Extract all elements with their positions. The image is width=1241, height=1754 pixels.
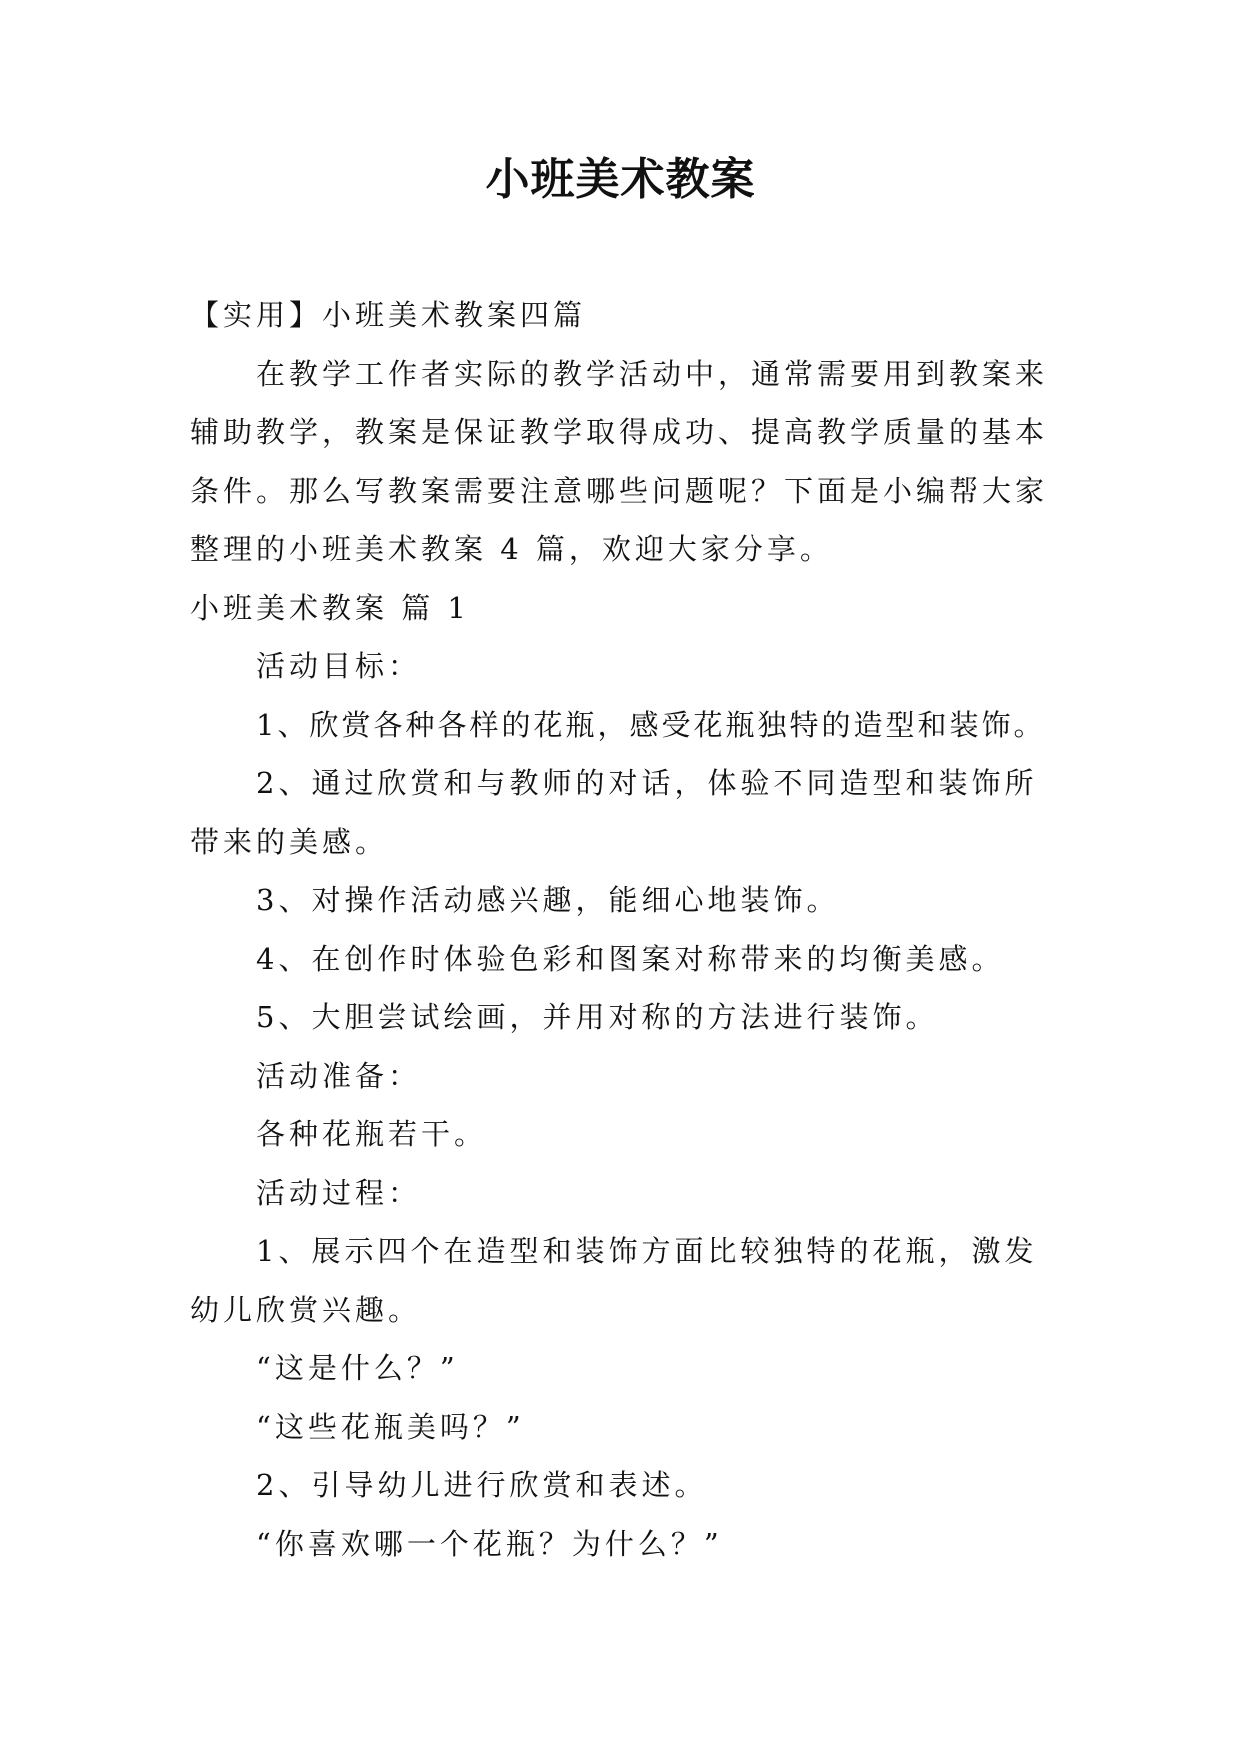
paragraph-line: 整理的小班美术教案 4 篇，欢迎大家分享。	[190, 532, 833, 566]
paragraph-line: 活动准备：	[256, 1058, 422, 1093]
paragraph-line: 条件。那么写教案需要注意哪些问题呢？下面是小编帮大家	[190, 473, 1049, 508]
paragraph-line: 辅助教学，教案是保证教学取得成功、提高教学质量的基本	[190, 415, 1049, 449]
section-heading: 小班美术教案 篇 1	[190, 590, 470, 625]
paragraph-line: 5、大胆尝试绘画，并用对称的方法进行装饰。	[256, 1000, 939, 1034]
paragraph-line: 2、通过欣赏和与教师的对话，体验不同造型和装饰所	[256, 766, 1038, 800]
quote-line: “你喜欢哪一个花瓶？为什么？”	[256, 1526, 723, 1561]
paragraph-line: 活动目标：	[256, 649, 422, 683]
subtitle-line: 【实用】小班美术教案四篇	[190, 298, 587, 332]
paragraph-line: 1、欣赏各种各样的花瓶，感受花瓶独特的造型和装饰。	[256, 707, 1046, 742]
paragraph-line: 活动过程：	[256, 1175, 422, 1210]
paragraph-line: 各种花瓶若干。	[256, 1117, 488, 1151]
quote-line: “这些花瓶美吗？”	[256, 1409, 525, 1444]
document-body	[190, 286, 1070, 1573]
quote-line: “这是什么？”	[256, 1351, 459, 1385]
paragraph-line: 带来的美感。	[190, 824, 389, 859]
document-title: 小班美术教案	[485, 154, 756, 205]
paragraph-line: 1、展示四个在造型和装饰方面比较独特的花瓶，激发	[256, 1234, 1038, 1268]
paragraph-line: 4、在创作时体验色彩和图案对称带来的均衡美感。	[256, 941, 1005, 976]
paragraph-line: 幼儿欣赏兴趣。	[190, 1292, 422, 1327]
paragraph-line: 3、对操作活动感兴趣，能细心地装饰。	[256, 883, 840, 917]
paragraph-line: 在教学工作者实际的教学活动中，通常需要用到教案来	[256, 356, 1049, 391]
paragraph-line: 2、引导幼儿进行欣赏和表述。	[256, 1468, 708, 1502]
